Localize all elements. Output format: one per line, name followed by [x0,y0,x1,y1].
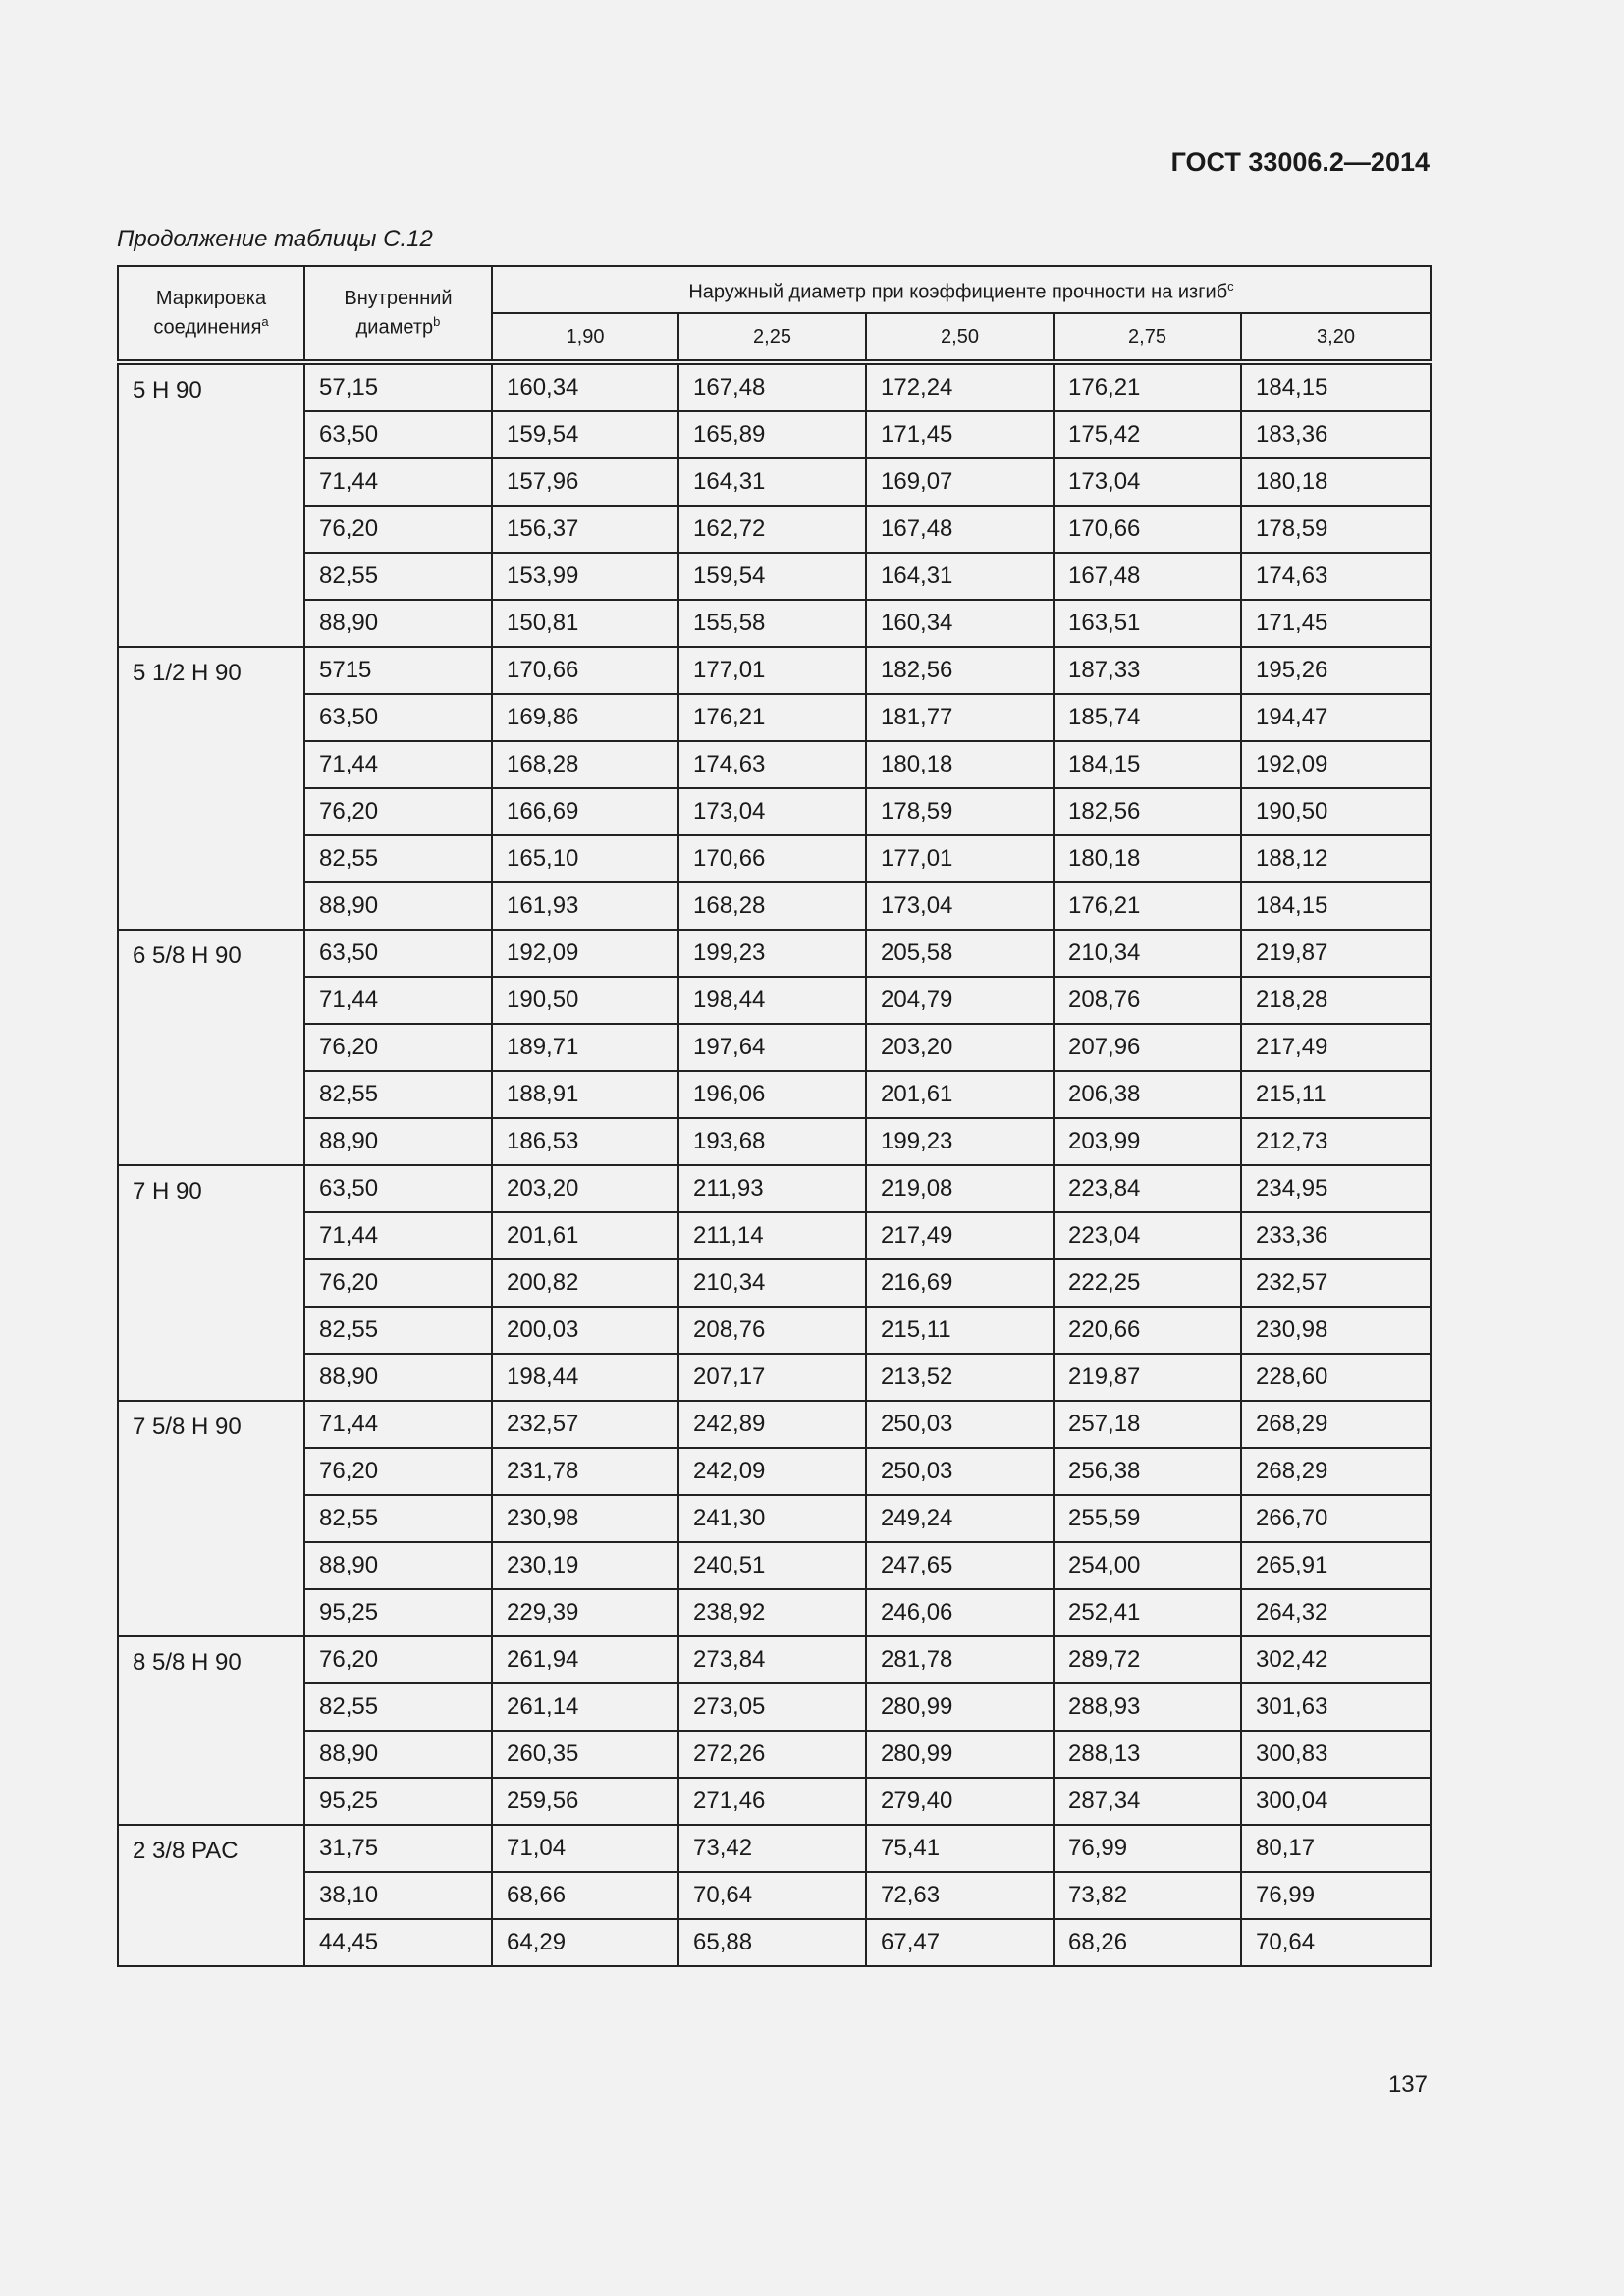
cell-outer-diameter: 68,26 [1054,1919,1241,1966]
header-coefficient: 3,20 [1241,313,1431,362]
cell-outer-diameter: 197,64 [678,1024,866,1071]
cell-outer-diameter: 184,15 [1241,362,1431,411]
cell-outer-diameter: 182,56 [866,647,1054,694]
cell-inner-diameter: 82,55 [304,835,492,882]
cell-outer-diameter: 178,59 [1241,506,1431,553]
header-coefficient: 2,50 [866,313,1054,362]
cell-outer-diameter: 200,03 [492,1307,678,1354]
cell-outer-diameter: 176,21 [678,694,866,741]
cell-outer-diameter: 264,32 [1241,1589,1431,1636]
cell-outer-diameter: 75,41 [866,1825,1054,1872]
outer-diameter-table [117,265,1432,1967]
cell-outer-diameter: 188,91 [492,1071,678,1118]
cell-outer-diameter: 180,18 [866,741,1054,788]
header-marking [118,266,304,362]
cell-outer-diameter: 216,69 [866,1259,1054,1307]
cell-inner-diameter: 82,55 [304,1307,492,1354]
cell-inner-diameter: 63,50 [304,694,492,741]
cell-outer-diameter: 187,33 [1054,647,1241,694]
cell-outer-diameter: 196,06 [678,1071,866,1118]
cell-outer-diameter: 228,60 [1241,1354,1431,1401]
cell-marking: 2 3/8 PAC [118,1825,304,1966]
cell-outer-diameter: 233,36 [1241,1212,1431,1259]
cell-outer-diameter: 217,49 [866,1212,1054,1259]
cell-outer-diameter: 157,96 [492,458,678,506]
cell-outer-diameter: 257,18 [1054,1401,1241,1448]
cell-outer-diameter: 199,23 [866,1118,1054,1165]
cell-inner-diameter: 82,55 [304,1495,492,1542]
footnote-c: c [1227,279,1234,294]
cell-inner-diameter: 88,90 [304,1731,492,1778]
cell-outer-diameter: 71,04 [492,1825,678,1872]
cell-outer-diameter: 192,09 [1241,741,1431,788]
cell-outer-diameter: 168,28 [678,882,866,930]
cell-outer-diameter: 153,99 [492,553,678,600]
cell-outer-diameter: 259,56 [492,1778,678,1825]
cell-outer-diameter: 174,63 [678,741,866,788]
cell-outer-diameter: 250,03 [866,1448,1054,1495]
cell-outer-diameter: 261,94 [492,1636,678,1683]
cell-outer-diameter: 186,53 [492,1118,678,1165]
cell-outer-diameter: 203,20 [492,1165,678,1212]
cell-outer-diameter: 254,00 [1054,1542,1241,1589]
cell-inner-diameter: 88,90 [304,600,492,647]
cell-outer-diameter: 208,76 [1054,977,1241,1024]
cell-outer-diameter: 232,57 [492,1401,678,1448]
cell-outer-diameter: 170,66 [492,647,678,694]
table-row [118,835,1431,882]
cell-outer-diameter: 168,28 [492,741,678,788]
cell-outer-diameter: 65,88 [678,1919,866,1966]
table-row [118,1872,1431,1919]
cell-outer-diameter: 218,28 [1241,977,1431,1024]
cell-outer-diameter: 230,98 [1241,1307,1431,1354]
table-row [118,1212,1431,1259]
cell-outer-diameter: 208,76 [678,1307,866,1354]
cell-outer-diameter: 203,20 [866,1024,1054,1071]
cell-outer-diameter: 182,56 [1054,788,1241,835]
cell-outer-diameter: 300,04 [1241,1778,1431,1825]
cell-outer-diameter: 64,29 [492,1919,678,1966]
header-coefficient: 2,75 [1054,313,1241,362]
cell-outer-diameter: 211,93 [678,1165,866,1212]
header-coefficient: 2,25 [678,313,866,362]
table-row [118,930,1431,977]
table-row [118,882,1431,930]
cell-inner-diameter: 5715 [304,647,492,694]
cell-outer-diameter: 174,63 [1241,553,1431,600]
cell-outer-diameter: 73,42 [678,1825,866,1872]
cell-outer-diameter: 189,71 [492,1024,678,1071]
cell-outer-diameter: 67,47 [866,1919,1054,1966]
table-row [118,977,1431,1024]
cell-outer-diameter: 76,99 [1054,1825,1241,1872]
footnote-b: b [433,314,441,330]
cell-outer-diameter: 173,04 [678,788,866,835]
cell-outer-diameter: 201,61 [492,1212,678,1259]
cell-marking: 5 H 90 [118,362,304,647]
cell-outer-diameter: 171,45 [866,411,1054,458]
cell-outer-diameter: 242,09 [678,1448,866,1495]
table-row [118,1024,1431,1071]
cell-outer-diameter: 203,99 [1054,1118,1241,1165]
cell-inner-diameter: 57,15 [304,362,492,411]
cell-outer-diameter: 261,14 [492,1683,678,1731]
cell-inner-diameter: 82,55 [304,1071,492,1118]
cell-marking: 7 5/8 H 90 [118,1401,304,1636]
cell-outer-diameter: 288,93 [1054,1683,1241,1731]
table-row [118,1495,1431,1542]
table-row [118,362,1431,411]
table-row [118,1919,1431,1966]
cell-outer-diameter: 215,11 [866,1307,1054,1354]
cell-outer-diameter: 280,99 [866,1731,1054,1778]
cell-outer-diameter: 167,48 [866,506,1054,553]
cell-outer-diameter: 252,41 [1054,1589,1241,1636]
cell-outer-diameter: 242,89 [678,1401,866,1448]
table-row [118,1778,1431,1825]
cell-inner-diameter: 76,20 [304,788,492,835]
table-row [118,600,1431,647]
cell-outer-diameter: 249,24 [866,1495,1054,1542]
table-row [118,1448,1431,1495]
cell-outer-diameter: 230,98 [492,1495,678,1542]
cell-inner-diameter: 88,90 [304,1118,492,1165]
cell-outer-diameter: 190,50 [1241,788,1431,835]
cell-outer-diameter: 240,51 [678,1542,866,1589]
cell-outer-diameter: 232,57 [1241,1259,1431,1307]
table-caption: Продолжение таблицы С.12 [117,226,433,252]
cell-outer-diameter: 177,01 [866,835,1054,882]
header-coefficient: 1,90 [492,313,678,362]
cell-outer-diameter: 219,87 [1054,1354,1241,1401]
cell-outer-diameter: 192,09 [492,930,678,977]
table-row [118,647,1431,694]
cell-outer-diameter: 234,95 [1241,1165,1431,1212]
cell-outer-diameter: 180,18 [1054,835,1241,882]
cell-outer-diameter: 268,29 [1241,1448,1431,1495]
cell-outer-diameter: 266,70 [1241,1495,1431,1542]
cell-outer-diameter: 219,87 [1241,930,1431,977]
cell-outer-diameter: 212,73 [1241,1118,1431,1165]
cell-marking: 8 5/8 H 90 [118,1636,304,1825]
cell-outer-diameter: 301,63 [1241,1683,1431,1731]
cell-inner-diameter: 38,10 [304,1872,492,1919]
header-outer-diameter [492,266,1431,313]
cell-outer-diameter: 169,86 [492,694,678,741]
cell-outer-diameter: 281,78 [866,1636,1054,1683]
cell-outer-diameter: 193,68 [678,1118,866,1165]
cell-outer-diameter: 160,34 [492,362,678,411]
document-title: ГОСТ 33006.2—2014 [1170,147,1430,177]
cell-outer-diameter: 199,23 [678,930,866,977]
table-row [118,458,1431,506]
cell-inner-diameter: 71,44 [304,741,492,788]
cell-outer-diameter: 72,63 [866,1872,1054,1919]
table-row [118,694,1431,741]
cell-outer-diameter: 183,36 [1241,411,1431,458]
cell-inner-diameter: 76,20 [304,1024,492,1071]
table-row [118,553,1431,600]
table-row [118,1071,1431,1118]
cell-outer-diameter: 260,35 [492,1731,678,1778]
cell-outer-diameter: 201,61 [866,1071,1054,1118]
cell-outer-diameter: 159,54 [492,411,678,458]
cell-inner-diameter: 82,55 [304,553,492,600]
header-inner-label: Внутренний диаметр [344,288,453,339]
cell-outer-diameter: 164,31 [866,553,1054,600]
table-row [118,788,1431,835]
table-row [118,1683,1431,1731]
cell-outer-diameter: 272,26 [678,1731,866,1778]
cell-outer-diameter: 210,34 [1054,930,1241,977]
cell-outer-diameter: 178,59 [866,788,1054,835]
cell-inner-diameter: 63,50 [304,1165,492,1212]
cell-outer-diameter: 70,64 [1241,1919,1431,1966]
cell-outer-diameter: 268,29 [1241,1401,1431,1448]
cell-outer-diameter: 256,38 [1054,1448,1241,1495]
cell-outer-diameter: 230,19 [492,1542,678,1589]
cell-inner-diameter: 95,25 [304,1589,492,1636]
cell-inner-diameter: 88,90 [304,1354,492,1401]
header-outer-label: Наружный диаметр при коэффициенте прочности на изгиб [688,281,1228,303]
table-row [118,1825,1431,1872]
cell-outer-diameter: 280,99 [866,1683,1054,1731]
cell-outer-diameter: 273,84 [678,1636,866,1683]
cell-outer-diameter: 184,15 [1054,741,1241,788]
cell-outer-diameter: 194,47 [1241,694,1431,741]
cell-outer-diameter: 210,34 [678,1259,866,1307]
cell-outer-diameter: 155,58 [678,600,866,647]
cell-inner-diameter: 71,44 [304,1401,492,1448]
cell-outer-diameter: 68,66 [492,1872,678,1919]
cell-outer-diameter: 207,96 [1054,1024,1241,1071]
table-row [118,1354,1431,1401]
cell-outer-diameter: 241,30 [678,1495,866,1542]
cell-outer-diameter: 207,17 [678,1354,866,1401]
cell-outer-diameter: 167,48 [1054,553,1241,600]
cell-outer-diameter: 175,42 [1054,411,1241,458]
cell-outer-diameter: 163,51 [1054,600,1241,647]
cell-outer-diameter: 156,37 [492,506,678,553]
cell-outer-diameter: 211,14 [678,1212,866,1259]
cell-inner-diameter: 88,90 [304,882,492,930]
cell-outer-diameter: 80,17 [1241,1825,1431,1872]
cell-inner-diameter: 71,44 [304,458,492,506]
cell-outer-diameter: 181,77 [866,694,1054,741]
table-row [118,1118,1431,1165]
table-row [118,1165,1431,1212]
cell-marking: 6 5/8 H 90 [118,930,304,1165]
cell-outer-diameter: 198,44 [492,1354,678,1401]
cell-outer-diameter: 188,12 [1241,835,1431,882]
table-row [118,1731,1431,1778]
cell-outer-diameter: 176,21 [1054,362,1241,411]
cell-outer-diameter: 73,82 [1054,1872,1241,1919]
table-row [118,506,1431,553]
cell-inner-diameter: 76,20 [304,506,492,553]
cell-outer-diameter: 200,82 [492,1259,678,1307]
cell-outer-diameter: 238,92 [678,1589,866,1636]
cell-outer-diameter: 213,52 [866,1354,1054,1401]
cell-outer-diameter: 173,04 [1054,458,1241,506]
cell-outer-diameter: 204,79 [866,977,1054,1024]
cell-outer-diameter: 205,58 [866,930,1054,977]
cell-outer-diameter: 206,38 [1054,1071,1241,1118]
cell-outer-diameter: 190,50 [492,977,678,1024]
cell-outer-diameter: 159,54 [678,553,866,600]
cell-outer-diameter: 185,74 [1054,694,1241,741]
cell-inner-diameter: 63,50 [304,411,492,458]
cell-outer-diameter: 223,04 [1054,1212,1241,1259]
table-row [118,1636,1431,1683]
cell-inner-diameter: 76,20 [304,1259,492,1307]
cell-inner-diameter: 44,45 [304,1919,492,1966]
cell-outer-diameter: 273,05 [678,1683,866,1731]
cell-outer-diameter: 195,26 [1241,647,1431,694]
header-inner-diameter [304,266,492,362]
table-row [118,1589,1431,1636]
cell-outer-diameter: 215,11 [1241,1071,1431,1118]
cell-outer-diameter: 150,81 [492,600,678,647]
cell-inner-diameter: 63,50 [304,930,492,977]
cell-outer-diameter: 164,31 [678,458,866,506]
cell-outer-diameter: 220,66 [1054,1307,1241,1354]
cell-outer-diameter: 176,21 [1054,882,1241,930]
cell-inner-diameter: 71,44 [304,1212,492,1259]
cell-inner-diameter: 95,25 [304,1778,492,1825]
cell-outer-diameter: 300,83 [1241,1731,1431,1778]
cell-outer-diameter: 255,59 [1054,1495,1241,1542]
cell-outer-diameter: 219,08 [866,1165,1054,1212]
cell-marking: 5 1/2 H 90 [118,647,304,930]
cell-inner-diameter: 88,90 [304,1542,492,1589]
table-row [118,741,1431,788]
cell-outer-diameter: 161,93 [492,882,678,930]
cell-outer-diameter: 177,01 [678,647,866,694]
cell-outer-diameter: 170,66 [678,835,866,882]
cell-outer-diameter: 302,42 [1241,1636,1431,1683]
cell-outer-diameter: 172,24 [866,362,1054,411]
cell-outer-diameter: 287,34 [1054,1778,1241,1825]
page-number: 137 [1387,2071,1428,2098]
table-row [118,1542,1431,1589]
cell-outer-diameter: 231,78 [492,1448,678,1495]
cell-inner-diameter: 76,20 [304,1636,492,1683]
table-row [118,1259,1431,1307]
cell-outer-diameter: 288,13 [1054,1731,1241,1778]
cell-outer-diameter: 170,66 [1054,506,1241,553]
cell-outer-diameter: 70,64 [678,1872,866,1919]
cell-outer-diameter: 250,03 [866,1401,1054,1448]
table-row [118,411,1431,458]
cell-outer-diameter: 223,84 [1054,1165,1241,1212]
cell-outer-diameter: 279,40 [866,1778,1054,1825]
cell-inner-diameter: 31,75 [304,1825,492,1872]
cell-outer-diameter: 171,45 [1241,600,1431,647]
cell-inner-diameter: 76,20 [304,1448,492,1495]
cell-inner-diameter: 71,44 [304,977,492,1024]
cell-marking: 7 H 90 [118,1165,304,1401]
cell-outer-diameter: 184,15 [1241,882,1431,930]
header-marking-label: Маркировка соединения [153,288,267,339]
cell-outer-diameter: 169,07 [866,458,1054,506]
cell-outer-diameter: 166,69 [492,788,678,835]
cell-outer-diameter: 198,44 [678,977,866,1024]
cell-outer-diameter: 173,04 [866,882,1054,930]
cell-outer-diameter: 180,18 [1241,458,1431,506]
cell-outer-diameter: 167,48 [678,362,866,411]
footnote-a: a [261,314,269,330]
table-row [118,1401,1431,1448]
cell-outer-diameter: 76,99 [1241,1872,1431,1919]
cell-outer-diameter: 246,06 [866,1589,1054,1636]
cell-outer-diameter: 217,49 [1241,1024,1431,1071]
cell-outer-diameter: 165,89 [678,411,866,458]
cell-outer-diameter: 160,34 [866,600,1054,647]
cell-outer-diameter: 271,46 [678,1778,866,1825]
cell-outer-diameter: 165,10 [492,835,678,882]
cell-outer-diameter: 265,91 [1241,1542,1431,1589]
cell-outer-diameter: 162,72 [678,506,866,553]
cell-outer-diameter: 247,65 [866,1542,1054,1589]
cell-inner-diameter: 82,55 [304,1683,492,1731]
table-row [118,1307,1431,1354]
cell-outer-diameter: 289,72 [1054,1636,1241,1683]
cell-outer-diameter: 222,25 [1054,1259,1241,1307]
cell-outer-diameter: 229,39 [492,1589,678,1636]
